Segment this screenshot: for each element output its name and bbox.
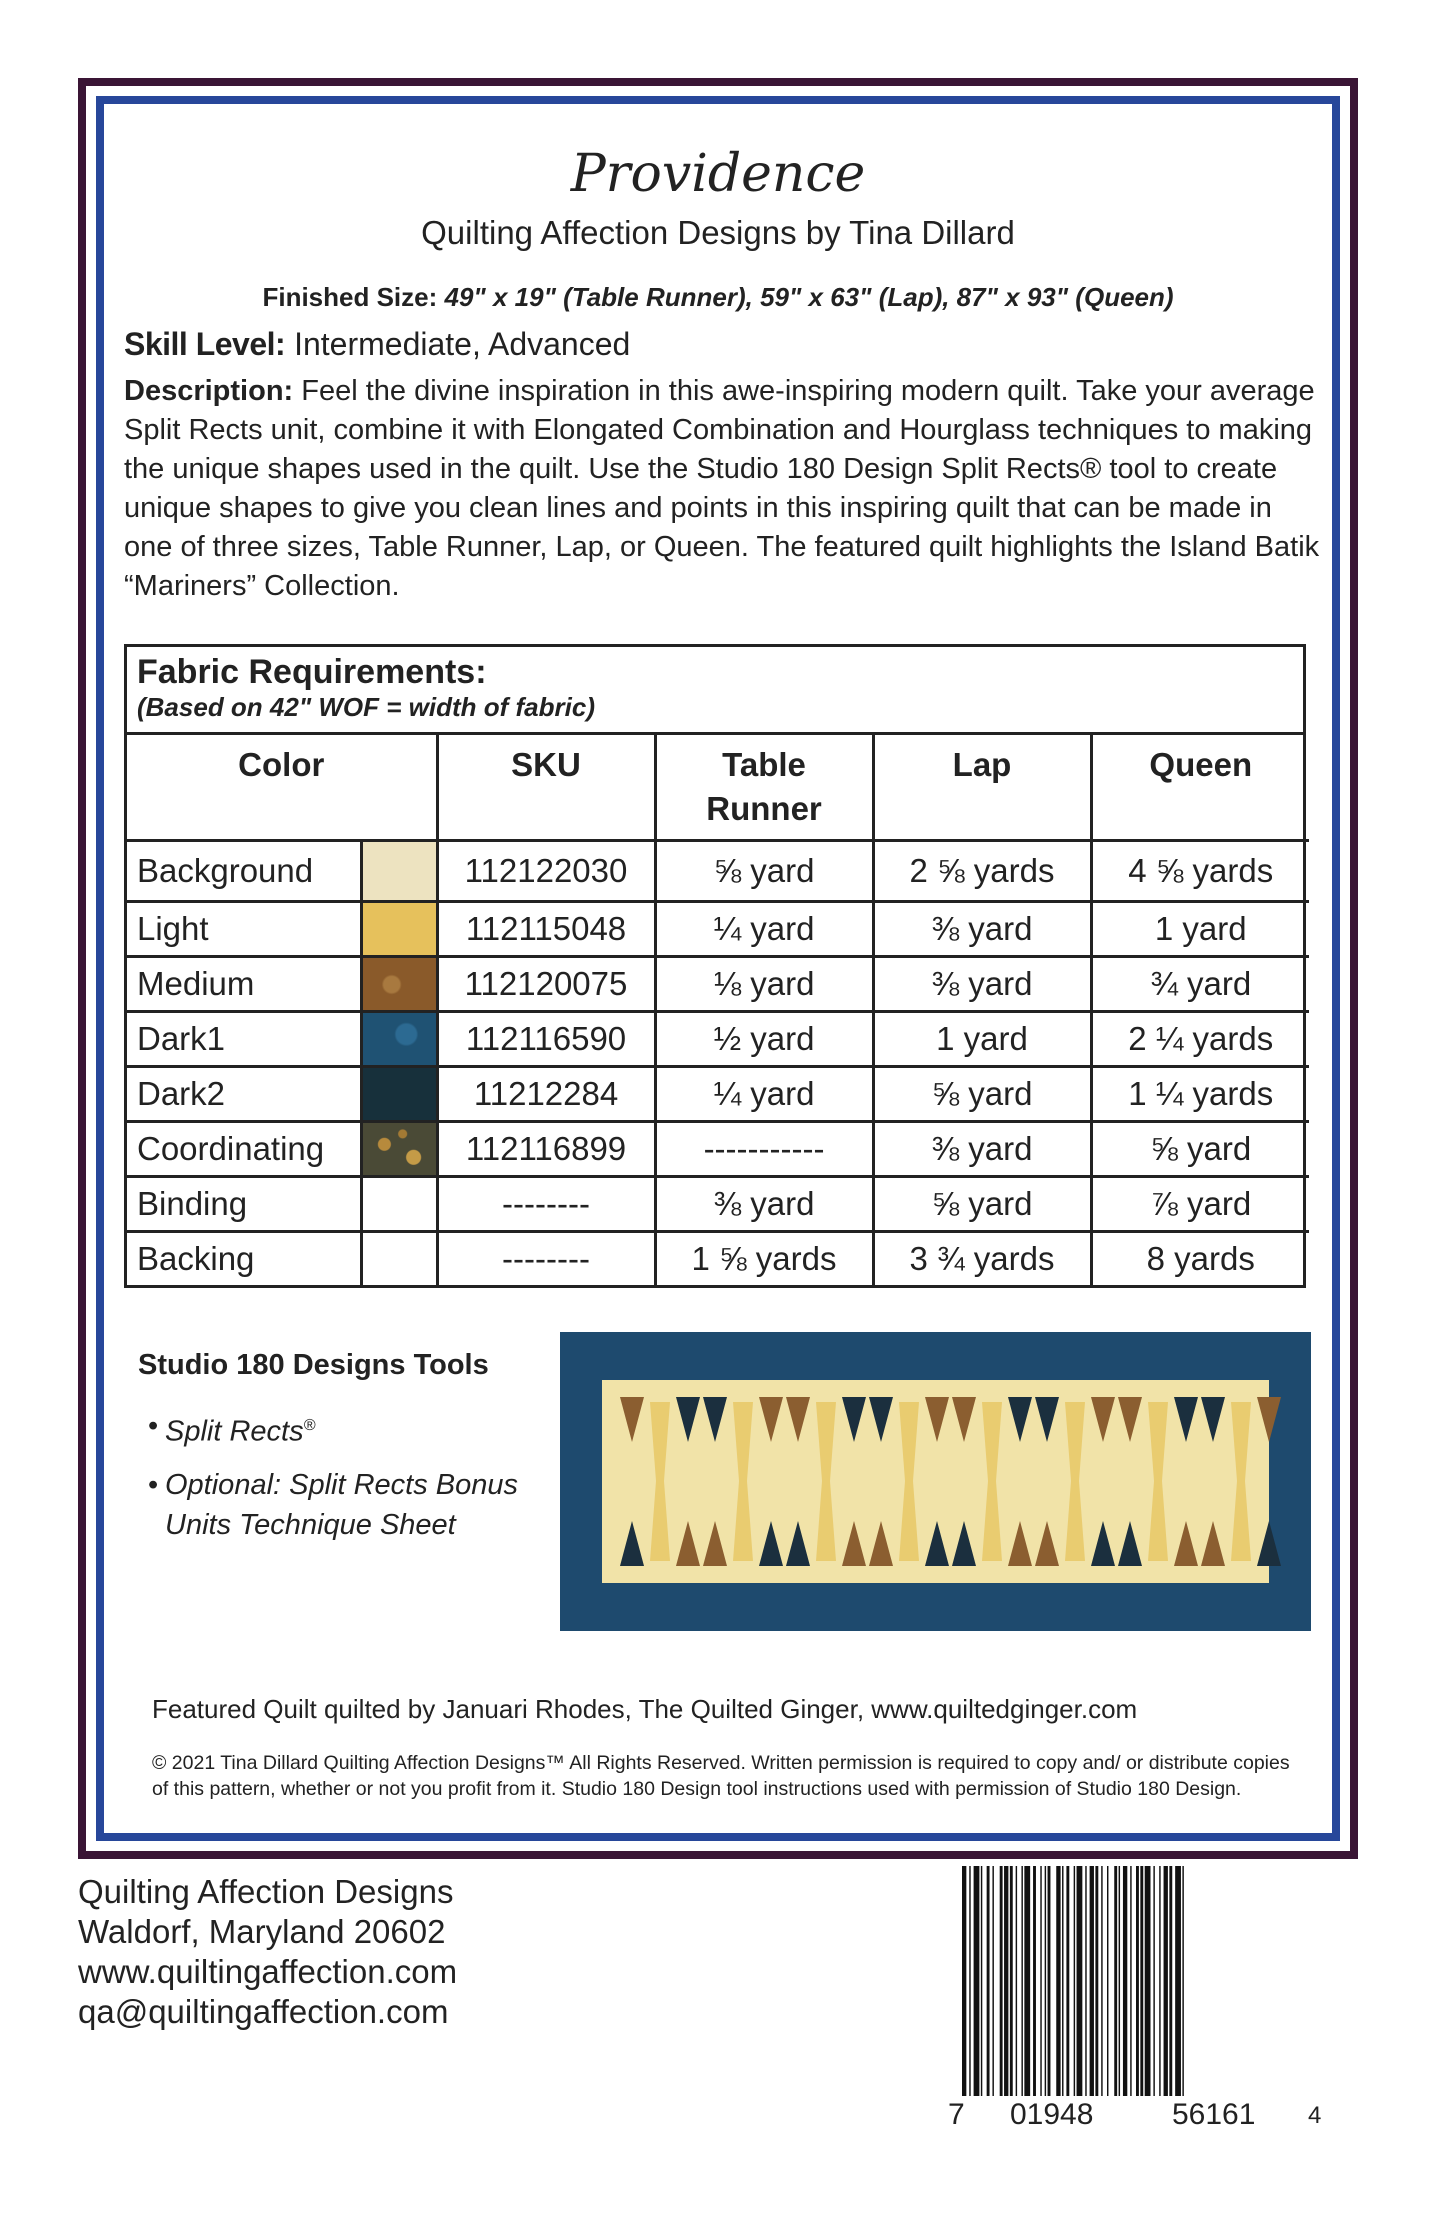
table-runner-cell: ----------- [655, 1122, 873, 1177]
sku-cell: 112122030 [437, 841, 655, 902]
table-row [127, 1067, 1309, 1122]
finished-size-value: 49" x 19" (Table Runner), 59" x 63" (Lap), 87" x 93" (Queen) [444, 282, 1174, 312]
barcode-bar [1164, 1866, 1168, 2096]
table-row [127, 957, 1309, 1012]
table-row [127, 1232, 1309, 1286]
barcode-bar [987, 1866, 990, 2096]
copyright-notice: © 2021 Tina Dillard Quilting Affection Designs™ All Rights Reserved. Written permission is required to copy and/ or distribute copies of this pattern, whether or not you profit from it. Studio 180 Design tool instructions used with permission of Studio 180 Design. [152, 1752, 1290, 1800]
barcode-bar [1136, 1866, 1139, 2096]
color-name: Light [127, 902, 361, 957]
tools-list [148, 1406, 525, 1558]
lap-cell: ⅜ yard [873, 902, 1091, 957]
queen-cell: ¾ yard [1091, 957, 1309, 1012]
fabric-title: Fabric Requirements: [137, 653, 487, 691]
lap-cell: ⅜ yard [873, 957, 1091, 1012]
sku-cell: 112116590 [437, 1012, 655, 1067]
color-name: Medium [127, 957, 361, 1012]
lap-cell: ⅝ yard [873, 1067, 1091, 1122]
color-swatch [361, 1067, 437, 1122]
color-name: Dark1 [127, 1012, 361, 1067]
barcode-bar [1062, 1866, 1063, 2096]
barcode-bar [1024, 1866, 1030, 2096]
barcode-bar [1016, 1866, 1017, 2096]
sku-cell: 112115048 [437, 902, 655, 957]
barcode-bar [1159, 1866, 1160, 2096]
border-blue [96, 96, 1340, 1841]
col-lap: Lap [873, 735, 1091, 841]
barcode-bar [1077, 1866, 1083, 2096]
color-swatch [361, 1122, 437, 1177]
col-table-runner: Table Runner [655, 735, 873, 841]
barcode-left-digits: 01948 [1010, 2098, 1094, 2131]
sku-cell: -------- [437, 1177, 655, 1232]
skill-level-label: Skill Level: [124, 326, 286, 362]
sku-cell: 112116899 [437, 1122, 655, 1177]
featured-quilt-credit: Featured Quilt quilted by Januari Rhodes, The Quilted Ginger, www.quiltedginger.com [152, 1694, 1138, 1724]
description-text: Feel the divine inspiration in this awe-inspiring modern quilt. Take your average Split Rects unit, combine it with Elongated Combination and Hourglass techniques to making the unique shapes used in the quilt. Use the Studio 180 Design Split Rects® tool to create unique shapes to give you clean lines and points in this inspiring quilt that can be made in one of three sizes, Table Runner, Lap, or Queen. The featured quilt highlights the Island Batik “Mariners” Collection. [124, 375, 1320, 602]
col-sku: SKU [437, 735, 655, 841]
lap-cell: ⅜ yard [873, 1122, 1091, 1177]
table-runner-cell: ⅜ yard [655, 1177, 873, 1232]
table-row [127, 1122, 1309, 1177]
color-swatch [361, 1232, 437, 1286]
address-city: Waldorf, Maryland 20602 [78, 1913, 446, 1950]
barcode-bar [1040, 1866, 1041, 2096]
description [124, 372, 1324, 606]
barcode-bar [962, 1866, 966, 2096]
sku-cell: -------- [437, 1232, 655, 1286]
quilt-photo [560, 1332, 1311, 1631]
tool-item-split-rects: • Split Rects® [148, 1406, 525, 1452]
queen-cell: 1 yard [1091, 902, 1309, 957]
table-runner-cell: ¼ yard [655, 902, 873, 957]
fabric-header [127, 647, 1303, 735]
table-runner-cell: ⅛ yard [655, 957, 873, 1012]
lap-cell: 2 ⅝ yards [873, 841, 1091, 902]
barcode-bar [1074, 1866, 1075, 2096]
queen-cell: 4 ⅝ yards [1091, 841, 1309, 902]
queen-cell: 8 yards [1091, 1232, 1309, 1286]
lap-cell: 3 ¾ yards [873, 1232, 1091, 1286]
color-swatch [361, 1177, 437, 1232]
fabric-grid [127, 735, 1309, 1285]
company-address [78, 1872, 457, 2032]
queen-cell: ⅞ yard [1091, 1177, 1309, 1232]
barcode-bar [1145, 1866, 1151, 2096]
table-row [127, 1012, 1309, 1067]
barcode-lead-digit: 7 [948, 2098, 965, 2131]
table-row [127, 841, 1309, 902]
table-runner-cell: ⅝ yard [655, 841, 873, 902]
barcode-bar [1090, 1866, 1094, 2096]
table-runner-cell: ½ yard [655, 1012, 873, 1067]
page-border [78, 78, 1358, 1859]
barcode-check-digit: 4 [1308, 2102, 1322, 2129]
table-runner-cell: ¼ yard [655, 1067, 873, 1122]
barcode-bar [1114, 1866, 1117, 2096]
barcode-image [962, 1866, 1342, 2096]
color-swatch [361, 1012, 437, 1067]
barcode-bar [1021, 1866, 1022, 2096]
barcode-bar [1175, 1866, 1181, 2096]
finished-size-label: Finished Size: [262, 282, 438, 312]
address-website[interactable]: www.quiltingaffection.com [78, 1953, 458, 1990]
fabric-requirements-table [124, 644, 1306, 1288]
table-header-row [127, 735, 1309, 841]
designer-subtitle: Quilting Affection Designs by Tina Dillard [421, 214, 1015, 251]
finished-size [104, 282, 1332, 313]
barcode-bar [1123, 1866, 1127, 2096]
barcode-bar [1004, 1866, 1008, 2096]
color-swatch [361, 841, 437, 902]
queen-cell: 2 ¼ yards [1091, 1012, 1309, 1067]
color-name: Dark2 [127, 1067, 361, 1122]
sku-cell: 112120075 [437, 957, 655, 1012]
barcode-bar [1182, 1866, 1183, 2096]
barcode-bar [1101, 1866, 1102, 2096]
barcode-bar [1140, 1866, 1143, 2096]
content-panel [104, 104, 1332, 1833]
barcode-bar [1010, 1866, 1013, 2096]
lap-cell: ⅝ yard [873, 1177, 1091, 1232]
barcode-bar [1107, 1866, 1108, 2096]
color-name: Backing [127, 1232, 361, 1286]
barcode-bar [1085, 1866, 1086, 2096]
description-label: Description: [124, 375, 294, 407]
barcode-bar [969, 1866, 970, 2096]
col-color: Color [127, 735, 437, 841]
table-row [127, 1177, 1309, 1232]
barcode-bar [1066, 1866, 1069, 2096]
barcode-bar [1095, 1866, 1098, 2096]
barcode-bar [1056, 1866, 1060, 2096]
queen-cell: ⅝ yard [1091, 1122, 1309, 1177]
table-row [127, 902, 1309, 957]
barcode-right-digits: 56161 [1172, 2098, 1256, 2131]
skill-level-value: Intermediate, Advanced [294, 326, 631, 362]
color-name: Background [127, 841, 361, 902]
color-swatch [361, 902, 437, 957]
color-swatch [361, 957, 437, 1012]
address-email[interactable]: qa@quiltingaffection.com [78, 1993, 449, 2030]
color-name: Coordinating [127, 1122, 361, 1177]
barcode-bar [992, 1866, 993, 2096]
lap-cell: 1 yard [873, 1012, 1091, 1067]
barcode-bar [1169, 1866, 1172, 2096]
skill-level [124, 326, 630, 363]
border-gap [86, 86, 1350, 1851]
barcode-bar [1119, 1866, 1120, 2096]
queen-cell: 1 ¼ yards [1091, 1067, 1309, 1122]
barcode-bar [974, 1866, 980, 2096]
barcode-bar [1033, 1866, 1036, 2096]
tool-item-bonus-units: • Optional: Split Rects Bonus Units Technique Sheet [148, 1465, 525, 1545]
barcode-bar [1045, 1866, 1046, 2096]
barcode-bar [1130, 1866, 1131, 2096]
address-company: Quilting Affection Designs [78, 1873, 454, 1910]
pattern-title: Providence [570, 144, 866, 204]
barcode-bar [1000, 1866, 1003, 2096]
fabric-note: (Based on 42" WOF = width of fabric) [137, 692, 595, 722]
tools-title: Studio 180 Designs Tools [138, 1349, 489, 1381]
sku-cell: 11212284 [437, 1067, 655, 1122]
table-runner-cell: 1 ⅝ yards [655, 1232, 873, 1286]
barcode-bar [1153, 1866, 1154, 2096]
barcode-bar [1048, 1866, 1051, 2096]
barcode-bar [981, 1866, 982, 2096]
col-queen: Queen [1091, 735, 1309, 841]
color-name: Binding [127, 1177, 361, 1232]
